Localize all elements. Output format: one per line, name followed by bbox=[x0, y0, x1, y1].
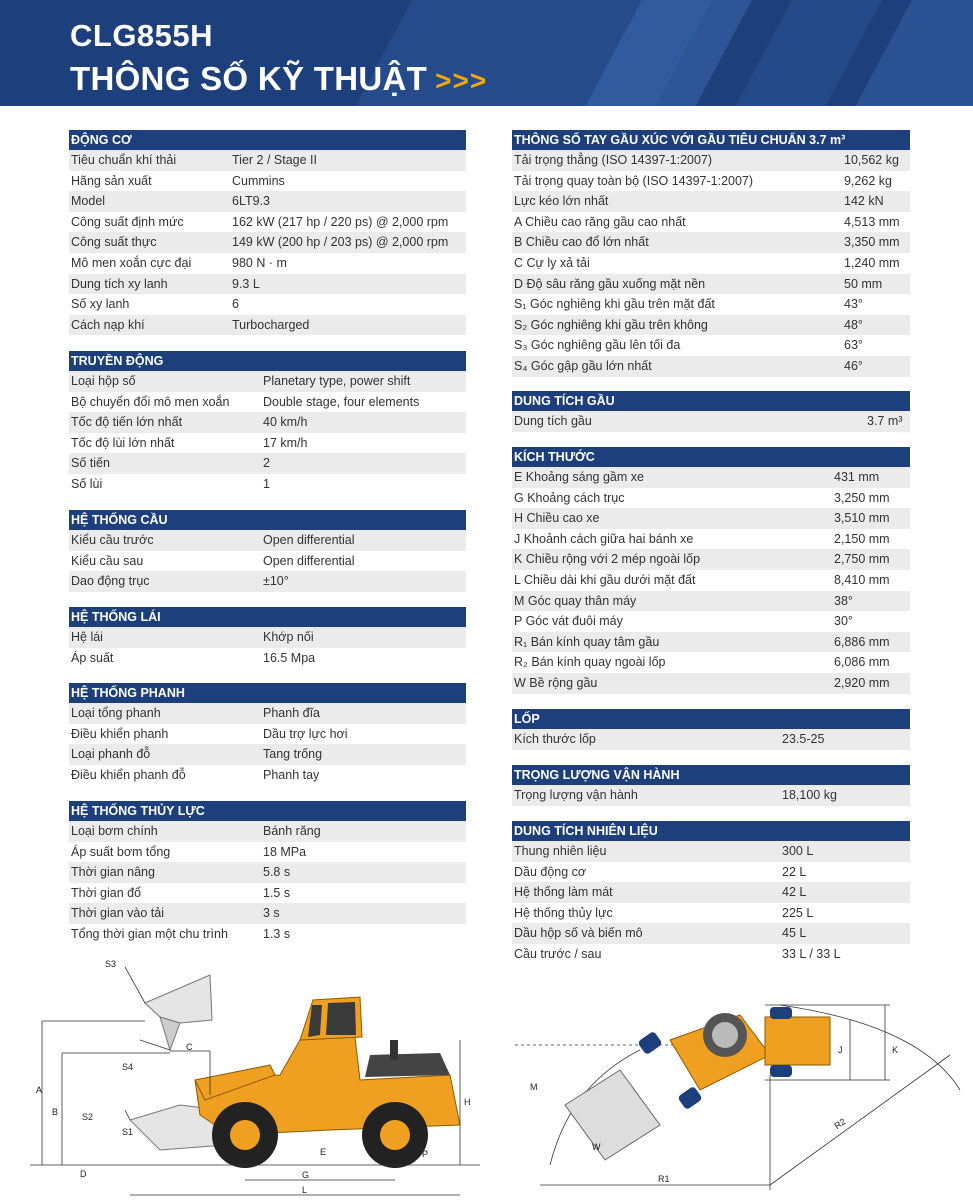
spec-label: S₄ Góc gập gầu lớn nhất bbox=[514, 358, 652, 373]
spec-row bbox=[512, 232, 910, 253]
spec-value: ±10° bbox=[263, 574, 289, 589]
spec-section bbox=[69, 801, 466, 945]
section-title: LỐP bbox=[512, 709, 910, 729]
page-subtitle: THÔNG SỐ KỸ THUẬT bbox=[70, 60, 428, 97]
spec-value: 162 kW (217 hp / 220 ps) @ 2,000 rpm bbox=[232, 214, 449, 229]
spec-label: Trọng lượng vận hành bbox=[514, 788, 638, 802]
spec-value: Cummins bbox=[232, 173, 285, 188]
spec-value: 6 bbox=[232, 297, 239, 312]
spec-value: 17 km/h bbox=[263, 435, 308, 450]
spec-label: Kích thước lốp bbox=[514, 732, 596, 746]
spec-label: E Khoảng sáng gầm xe bbox=[514, 470, 644, 484]
spec-row bbox=[512, 785, 910, 806]
spec-row bbox=[512, 150, 910, 171]
spec-value: Turbocharged bbox=[232, 317, 310, 332]
spec-row bbox=[512, 549, 910, 570]
spec-row bbox=[69, 453, 466, 474]
spec-row bbox=[512, 488, 910, 509]
spec-label: Hệ thống làm mát bbox=[514, 885, 613, 900]
spec-row bbox=[69, 703, 466, 724]
spec-label: Cách nạp khí bbox=[71, 317, 145, 332]
spec-label: Loại phanh đỗ bbox=[71, 747, 151, 762]
spec-row bbox=[512, 923, 910, 944]
spec-label: A Chiều cao răng gầu cao nhất bbox=[514, 214, 686, 229]
spec-value: 3,510 mm bbox=[834, 511, 890, 526]
label-s2: S2 bbox=[82, 1112, 94, 1122]
spec-section bbox=[512, 447, 910, 694]
spec-row bbox=[69, 571, 466, 592]
spec-value: 2,150 mm bbox=[834, 531, 890, 546]
spec-label: Điều khiển phanh đỗ bbox=[71, 767, 186, 782]
spec-row bbox=[69, 862, 466, 883]
spec-label: Model bbox=[71, 194, 106, 209]
label-w: W bbox=[592, 1142, 601, 1152]
section-title: DUNG TÍCH GẦU bbox=[512, 391, 910, 411]
raised-bucket-icon bbox=[145, 975, 212, 1050]
spec-row bbox=[512, 294, 910, 315]
spec-value: 18 MPa bbox=[263, 844, 307, 859]
section-title: HỆ THỐNG LÁI bbox=[69, 607, 466, 627]
spec-value: 980 N · m bbox=[232, 255, 287, 270]
spec-label: Loại bơm chính bbox=[71, 824, 158, 838]
spec-row bbox=[512, 903, 910, 924]
spec-value: Khớp nối bbox=[263, 630, 314, 644]
spec-value: 9.3 L bbox=[232, 276, 260, 291]
spec-label: Thung nhiên liệu bbox=[514, 844, 607, 858]
spec-value: 43° bbox=[844, 297, 863, 312]
spec-row bbox=[69, 821, 466, 842]
label-b: B bbox=[52, 1107, 59, 1117]
spec-label: Kiểu cầu sau bbox=[71, 553, 144, 568]
spec-value: 6,086 mm bbox=[834, 655, 890, 670]
spec-value: Open differential bbox=[263, 553, 355, 568]
spec-value: 149 kW (200 hp / 203 ps) @ 2,000 rpm bbox=[232, 235, 449, 250]
spec-section bbox=[512, 130, 910, 377]
spec-label: Hãng sản xuất bbox=[71, 173, 152, 188]
spec-label: Bộ chuyển đổi mô men xoắn bbox=[71, 394, 230, 409]
spec-row bbox=[69, 724, 466, 745]
spec-value: 22 L bbox=[782, 864, 807, 879]
spec-label: Dao động trục bbox=[71, 574, 150, 589]
spec-section bbox=[512, 391, 910, 432]
spec-label: S₃ Góc nghiêng gầu lên tối đa bbox=[514, 338, 681, 353]
spec-section bbox=[69, 351, 466, 495]
label-d: D bbox=[80, 1169, 87, 1179]
spec-value: 23.5-25 bbox=[782, 732, 825, 746]
label-a: A bbox=[36, 1085, 43, 1095]
spec-label: Lực kéo lớn nhất bbox=[514, 194, 609, 209]
spec-row bbox=[69, 294, 466, 315]
spec-row bbox=[512, 212, 910, 233]
spec-row bbox=[512, 882, 910, 903]
section-title: TRUYỀN ĐỘNG bbox=[69, 351, 466, 371]
spec-row bbox=[512, 191, 910, 212]
spec-value: 6,886 mm bbox=[834, 634, 890, 649]
spec-value: Phanh đĩa bbox=[263, 706, 320, 720]
spec-row bbox=[69, 924, 466, 945]
spec-label: Hệ thống thủy lực bbox=[514, 905, 613, 920]
spec-label: Loại hộp số bbox=[71, 374, 136, 388]
spec-label: Tốc độ lùi lớn nhất bbox=[71, 435, 175, 450]
spec-label: P Góc vát đuôi máy bbox=[514, 614, 623, 629]
spec-row bbox=[512, 508, 910, 529]
spec-value: Planetary type, power shift bbox=[263, 374, 411, 388]
spec-row bbox=[512, 652, 910, 673]
spec-label: Mô men xoắn cực đại bbox=[71, 255, 192, 270]
spec-value: Phanh tay bbox=[263, 767, 320, 782]
spec-value: 40 km/h bbox=[263, 415, 308, 430]
spec-row bbox=[69, 530, 466, 551]
spec-label: G Khoảng cách trục bbox=[514, 490, 625, 505]
spec-label: S₁ Góc nghiêng khi gầu trên mặt đất bbox=[514, 297, 715, 312]
spec-row bbox=[69, 551, 466, 572]
label-l: L bbox=[302, 1185, 308, 1195]
spec-row bbox=[69, 627, 466, 648]
spec-value: 46° bbox=[844, 358, 863, 373]
label-g: G bbox=[302, 1170, 310, 1180]
spec-row bbox=[512, 729, 910, 750]
spec-section bbox=[69, 683, 466, 785]
spec-row bbox=[512, 673, 910, 694]
spec-value: 3.7 m³ bbox=[867, 414, 903, 428]
spec-label: Hệ lái bbox=[71, 630, 103, 644]
spec-value: 3 s bbox=[263, 906, 280, 921]
label-s1: S1 bbox=[122, 1127, 134, 1137]
spec-value: 45 L bbox=[782, 926, 807, 941]
spec-row bbox=[512, 274, 910, 295]
spec-value: Dầu trợ lực hơi bbox=[263, 726, 348, 741]
spec-value: Tier 2 / Stage II bbox=[232, 153, 317, 167]
spec-label: H Chiều cao xe bbox=[514, 511, 600, 526]
spec-label: Áp suất bơm tổng bbox=[71, 844, 171, 859]
spec-row bbox=[512, 315, 910, 336]
spec-row bbox=[512, 171, 910, 192]
spec-value: 63° bbox=[844, 338, 863, 353]
spec-label: Dung tích xy lanh bbox=[71, 276, 168, 291]
spec-row bbox=[512, 411, 910, 432]
spec-section bbox=[69, 510, 466, 592]
spec-row bbox=[69, 433, 466, 454]
spec-label: Số lùi bbox=[71, 476, 103, 491]
spec-label: Dung tích gầu bbox=[514, 414, 592, 428]
spec-label: R₁ Bán kính quay tâm gầu bbox=[514, 634, 660, 649]
loader-topview-icon bbox=[565, 1007, 830, 1160]
spec-label: K Chiều rộng với 2 mép ngoài lốp bbox=[514, 552, 701, 567]
spec-row bbox=[512, 841, 910, 862]
spec-label: C Cự ly xả tải bbox=[514, 255, 590, 270]
spec-row bbox=[69, 903, 466, 924]
spec-value: 142 kN bbox=[844, 194, 884, 209]
label-h: H bbox=[464, 1097, 471, 1107]
spec-value: 16.5 Mpa bbox=[263, 650, 316, 665]
spec-label: Thời gian đổ bbox=[71, 885, 142, 900]
spec-row bbox=[69, 212, 466, 233]
spec-label: B Chiều cao đổ lớn nhất bbox=[514, 235, 649, 250]
spec-label: L Chiều dài khi gầu dưới mặt đất bbox=[514, 572, 696, 587]
label-k: K bbox=[892, 1045, 899, 1055]
spec-value: 6LT9.3 bbox=[232, 194, 270, 209]
label-m: M bbox=[530, 1082, 538, 1092]
spec-value: 1.3 s bbox=[263, 926, 291, 941]
spec-label: W Bề rộng gầu bbox=[514, 675, 598, 690]
spec-row bbox=[512, 356, 910, 377]
spec-row bbox=[69, 842, 466, 863]
spec-value: 4,513 mm bbox=[844, 214, 900, 229]
spec-value: Tang trống bbox=[263, 747, 323, 762]
spec-value: 1.5 s bbox=[263, 885, 291, 900]
spec-value: Bánh răng bbox=[263, 824, 321, 838]
spec-value: 3,250 mm bbox=[834, 490, 890, 505]
spec-label: S₂ Góc nghiêng khi gầu trên không bbox=[514, 317, 708, 332]
spec-value: 2,920 mm bbox=[834, 675, 890, 690]
spec-value: 33 L / 33 L bbox=[782, 946, 841, 961]
spec-value: 30° bbox=[834, 614, 853, 629]
spec-value: 300 L bbox=[782, 844, 814, 858]
spec-row bbox=[69, 474, 466, 495]
spec-value: 2 bbox=[263, 456, 270, 471]
top-view-diagram bbox=[510, 995, 970, 1200]
label-s4: S4 bbox=[122, 1062, 134, 1072]
spec-label: Số tiến bbox=[71, 456, 110, 471]
page-title bbox=[70, 60, 487, 98]
spec-label: Dầu động cơ bbox=[514, 864, 587, 879]
spec-row bbox=[512, 944, 910, 965]
spec-section bbox=[69, 607, 466, 668]
section-title: HỆ THỐNG PHANH bbox=[69, 683, 466, 703]
spec-row bbox=[69, 315, 466, 336]
label-c: C bbox=[186, 1042, 193, 1052]
spec-label: Tổng thời gian một chu trình bbox=[71, 926, 228, 941]
section-title: ĐỘNG CƠ bbox=[69, 130, 466, 150]
spec-value: 1,240 mm bbox=[844, 255, 900, 270]
label-p: P bbox=[422, 1149, 429, 1159]
spec-label: Điều khiển phanh bbox=[71, 726, 169, 741]
spec-row bbox=[69, 150, 466, 171]
spec-label: M Góc quay thân máy bbox=[514, 593, 637, 608]
spec-value: 5.8 s bbox=[263, 865, 291, 880]
spec-label: J Khoảnh cách giữa hai bánh xe bbox=[514, 531, 694, 546]
spec-value: 10,562 kg bbox=[844, 153, 899, 167]
spec-label: Thời gian vào tải bbox=[71, 906, 164, 921]
spec-row bbox=[69, 253, 466, 274]
spec-value: 9,262 kg bbox=[844, 173, 892, 188]
spec-row bbox=[69, 412, 466, 433]
label-j: J bbox=[838, 1045, 843, 1055]
spec-section bbox=[512, 709, 910, 750]
side-view-diagram bbox=[30, 945, 490, 1200]
spec-row bbox=[69, 648, 466, 669]
spec-label: Dầu hộp số và biến mô bbox=[514, 926, 643, 941]
page-header bbox=[0, 0, 973, 106]
label-r2: R2 bbox=[832, 1116, 848, 1132]
spec-label: Công suất thực bbox=[71, 235, 157, 250]
section-title: HỆ THỐNG THỦY LỰC bbox=[69, 801, 466, 821]
spec-row bbox=[512, 591, 910, 612]
spec-label: Tải trọng thẳng (ISO 14397-1:2007) bbox=[514, 153, 713, 167]
spec-value: 3,350 mm bbox=[844, 235, 900, 250]
spec-label: Công suất định mức bbox=[71, 214, 184, 229]
spec-row bbox=[512, 529, 910, 550]
spec-value: 225 L bbox=[782, 905, 814, 920]
spec-row bbox=[69, 765, 466, 786]
section-title: KÍCH THƯỚC bbox=[512, 447, 910, 467]
spec-row bbox=[512, 632, 910, 653]
label-s3: S3 bbox=[105, 959, 117, 969]
spec-value: 42 L bbox=[782, 885, 807, 900]
spec-value: Open differential bbox=[263, 533, 355, 547]
spec-value: 1 bbox=[263, 476, 270, 491]
spec-section bbox=[69, 130, 466, 335]
spec-row bbox=[69, 274, 466, 295]
spec-value: 2,750 mm bbox=[834, 552, 890, 567]
spec-label: Tốc độ tiến lớn nhất bbox=[71, 415, 183, 430]
spec-label: Tiêu chuẩn khí thải bbox=[71, 153, 177, 167]
spec-row bbox=[512, 570, 910, 591]
spec-row bbox=[512, 253, 910, 274]
spec-value: 8,410 mm bbox=[834, 572, 890, 587]
spec-value: 431 mm bbox=[834, 470, 880, 484]
spec-value: 38° bbox=[834, 593, 853, 608]
spec-label: Thời gian nâng bbox=[71, 865, 155, 880]
spec-section bbox=[512, 821, 910, 965]
spec-value: 18,100 kg bbox=[782, 788, 837, 802]
model-title: CLG855H bbox=[70, 18, 214, 53]
spec-value: 50 mm bbox=[844, 276, 883, 291]
spec-label: Áp suất bbox=[71, 650, 114, 665]
spec-label: Cầu trước / sau bbox=[514, 946, 602, 961]
spec-row bbox=[69, 392, 466, 413]
spec-row bbox=[512, 335, 910, 356]
label-r1: R1 bbox=[658, 1174, 670, 1184]
spec-row bbox=[69, 191, 466, 212]
spec-label: Kiểu cầu trước bbox=[71, 533, 154, 547]
section-title: THÔNG SỐ TAY GẦU XÚC VỚI GẦU TIÊU CHUẨN 3.7 m³ bbox=[512, 130, 910, 150]
spec-label: D Độ sâu răng gầu xuống mặt nền bbox=[514, 276, 706, 291]
spec-row bbox=[69, 171, 466, 192]
section-title: HỆ THỐNG CẦU bbox=[69, 510, 466, 530]
spec-value: 48° bbox=[844, 317, 863, 332]
spec-row bbox=[69, 232, 466, 253]
arrows-decoration: >>> bbox=[435, 65, 488, 96]
spec-row bbox=[69, 883, 466, 904]
spec-value: Double stage, four elements bbox=[263, 394, 420, 409]
spec-row bbox=[69, 744, 466, 765]
spec-section bbox=[512, 765, 910, 806]
spec-row bbox=[512, 611, 910, 632]
spec-row bbox=[69, 371, 466, 392]
spec-label: Số xy lanh bbox=[71, 297, 130, 312]
spec-label: Loại tổng phanh bbox=[71, 706, 161, 720]
loader-body-icon bbox=[195, 997, 460, 1168]
label-e: E bbox=[320, 1147, 327, 1157]
spec-label: R₂ Bán kính quay ngoài lốp bbox=[514, 655, 666, 670]
section-title: DUNG TÍCH NHIÊN LIỆU bbox=[512, 821, 910, 841]
spec-label: Tải trọng quay toàn bộ (ISO 14397-1:2007) bbox=[514, 173, 754, 188]
spec-row bbox=[512, 467, 910, 488]
spec-row bbox=[512, 862, 910, 883]
section-title: TRỌNG LƯỢNG VẬN HÀNH bbox=[512, 765, 910, 785]
